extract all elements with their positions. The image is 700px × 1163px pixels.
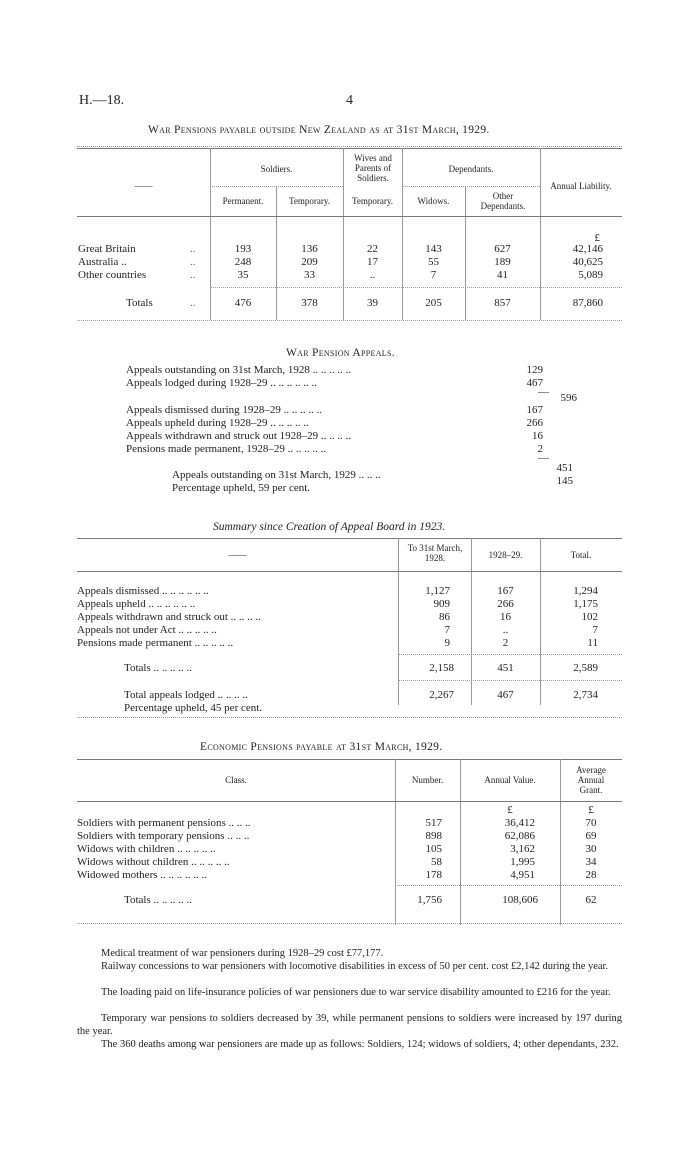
appeals-percentage: Percentage upheld, 59 per cent. (172, 482, 311, 494)
note-paragraph: The loading paid on life-insurance policies of war pensioners due to war service disability amounted to £216 for the year. (101, 987, 611, 998)
summary-header-blank: —— (228, 550, 247, 560)
list-item: Appeals withdrawn and struck out 1928–29 .. .. .. .. (126, 430, 352, 442)
appeals-outstanding-1929: Appeals outstanding on 31st March, 1929 .. .. .. (172, 469, 381, 481)
note-paragraph: The 360 deaths among war pensioners are made up as follows: Soldiers, 124; widows of soldiers, 4; other dependants, 232. (101, 1039, 619, 1050)
war-pensions-title: War Pensions payable outside New Zealand as at 31st March, 1929. (148, 124, 490, 136)
list-item: Appeals lodged during 1928–29 .. .. .. .. .. .. (126, 377, 317, 389)
list-item: Appeals dismissed during 1928–29 .. .. .. .. .. (126, 404, 323, 416)
header-other-dependants: Other Dependants. (480, 191, 526, 211)
page-number: 4 (346, 93, 353, 108)
header-dependants: Dependants. (448, 164, 494, 174)
economic-header-annual-value: Annual Value. (484, 775, 536, 785)
note-paragraph: Temporary war pensions to soldiers decreased by 39, while permanent pensions to soldiers were increased by 197 during the year. (77, 1013, 622, 1037)
header-permanent: Permanent. (222, 196, 264, 206)
header-annual-liability: Annual Liability. (550, 181, 612, 191)
currency-symbol: £ (594, 232, 600, 244)
economic-header-number: Number. (411, 775, 444, 785)
summary-title: Summary since Creation of Appeal Board in 1923. (213, 521, 446, 533)
note-paragraph: Medical treatment of war pensioners during 1928–29 cost £77,177. (101, 948, 384, 959)
currency-symbol: £ (507, 804, 513, 816)
economic-header-class: Class. (225, 775, 247, 785)
header-widows: Widows. (417, 196, 450, 206)
header-temporary: Temporary. (288, 196, 331, 206)
summary-header-to-1928: To 31st March, 1928. (407, 543, 463, 563)
list-item: Appeals upheld during 1928–29 .. .. .. .. .. (126, 417, 309, 429)
appeals-title: War Pension Appeals. (286, 347, 395, 359)
page-ref: H.—18. (79, 93, 125, 108)
header-blank: —— (134, 181, 153, 191)
economic-title: Economic Pensions payable at 31st March, 1929. (200, 741, 443, 753)
summary-percentage: Percentage upheld, 45 per cent. (124, 702, 263, 714)
header-temporary-wives: Temporary. (351, 196, 394, 206)
list-item: Pensions made permanent, 1928–29 .. .. .. .. .. (126, 443, 327, 455)
header-wives-parents: Wives and Parents of Soldiers. (354, 153, 392, 183)
header-soldiers: Soldiers. (260, 164, 293, 174)
summary-header-total: Total. (570, 550, 592, 560)
appeals-subtotal: 596 (560, 392, 577, 404)
list-item: Appeals outstanding on 31st March, 1928 .. .. .. .. .. (126, 364, 352, 376)
summary-header-1928-29: 1928–29. (488, 550, 523, 560)
economic-header-average-grant: Average Annual Grant. (576, 765, 606, 795)
currency-symbol: £ (588, 804, 594, 816)
note-paragraph: Railway concessions to war pensioners with locomotive disabilities in excess of 50 per cent. cost £2,142 during the year. (101, 961, 609, 972)
